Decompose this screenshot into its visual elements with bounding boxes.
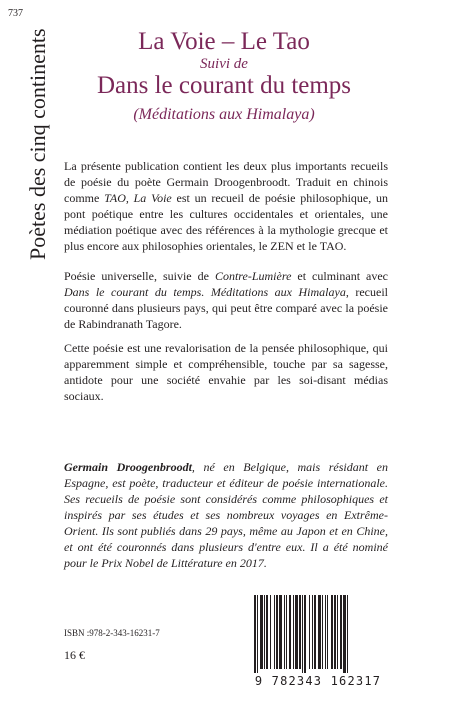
bio-text: , né en Belgique, mais résidant en Espagne, est poète, traducteur et éditeur de poésie internationale. Ses recueils de poésie sont considérés comme philosophiques et inspirés par ses études et ses nombreux voyages en Extrême-Orient. Ils sont publiés dans 29 pays, même au Japon et en Chine, et ont été couronnés dans plusieurs d'entre eux. Il a été nominé pour le Prix Nobel de Littérature en 2017.	[64, 460, 388, 570]
barcode	[248, 595, 388, 675]
subtitle: (Méditations aux Himalaya)	[133, 106, 315, 123]
barcode-bar	[312, 595, 313, 669]
barcode-bar	[274, 595, 275, 669]
isbn: ISBN :978-2-343-16231-7	[64, 628, 160, 638]
barcode-bar	[260, 595, 263, 669]
title-connector: Suivi de	[200, 56, 248, 72]
barcode-digits: 9 782343 162317	[254, 674, 382, 688]
blurb-text: est un recueil de poésie philosophique, un pont poétique entre les cultures occidentales et orientales, une médiation poétique avec des références à la mythologie grecque et plus encore aux philosophies orientales, le ZEN et le TAO.	[64, 191, 389, 253]
barcode-bar	[325, 595, 326, 669]
barcode-bar	[340, 595, 342, 669]
blurb-paragraph-1	[64, 158, 388, 254]
blurb-text: Poésie universelle, suivie de	[64, 269, 215, 283]
barcode-bar	[322, 595, 323, 669]
author-name: Germain Droogenbroodt	[64, 460, 192, 474]
title-block	[64, 28, 384, 127]
author-bio	[64, 459, 388, 571]
barcode-bar	[331, 595, 333, 669]
barcode-bar	[257, 595, 258, 673]
barcode-bar	[309, 595, 310, 669]
barcode-bar	[276, 595, 278, 669]
barcode-bar	[270, 595, 271, 669]
barcode-bar	[264, 595, 265, 669]
blurb-text: , recueil couronné dans plusieurs pays, qui peut être comparé avec la poésie de Rabindranath Tagore.	[64, 285, 388, 331]
blurb-text: et culminant avec	[291, 269, 388, 283]
barcode-bar	[327, 595, 328, 669]
barcode-bar	[337, 595, 338, 669]
series-name-vertical: Poètes des cinq continents	[25, 28, 50, 260]
second-title: Dans le courant du temps	[96, 72, 352, 99]
barcode-bar	[254, 595, 256, 673]
blurb-paragraph-3: Cette poésie est une revalorisation de la pensée philosophique, qui apparemment simple et compréhensible, touche par sa sagesse, antidote pour une société envahie par les soi-disant médias sociaux.	[64, 341, 388, 403]
blurb-paragraph-2	[64, 268, 388, 332]
barcode-bar	[343, 595, 346, 673]
barcode-bar	[314, 595, 316, 669]
barcode-bar	[293, 595, 294, 669]
blurb-text: La présente publication contient les deux plus importants recueils de poésie du poète Germain Droogenbroodt. Traduit en chinois comme	[64, 159, 388, 205]
barcode-bar	[295, 595, 298, 669]
barcode-bar	[289, 595, 291, 669]
book-title: La Voie – Le Tao	[138, 28, 310, 55]
barcode-bar	[334, 595, 336, 669]
price: 16 €	[64, 648, 85, 662]
barcode-bar	[318, 595, 321, 669]
book-title-inline: Dans le courant du temps. Méditations aux Himalaya	[64, 285, 346, 299]
series-number: 737	[8, 8, 23, 19]
book-title-inline: TAO, La Voie	[104, 191, 172, 205]
barcode-bar	[266, 595, 268, 669]
barcode-bar	[347, 595, 348, 673]
book-title-inline: Contre-Lumière	[214, 269, 292, 283]
barcode-bar	[304, 595, 306, 673]
barcode-bar	[286, 595, 287, 669]
barcode-bar	[299, 595, 301, 669]
barcode-bar	[302, 595, 303, 673]
barcode-bar	[284, 595, 285, 669]
barcode-bar	[279, 595, 282, 669]
